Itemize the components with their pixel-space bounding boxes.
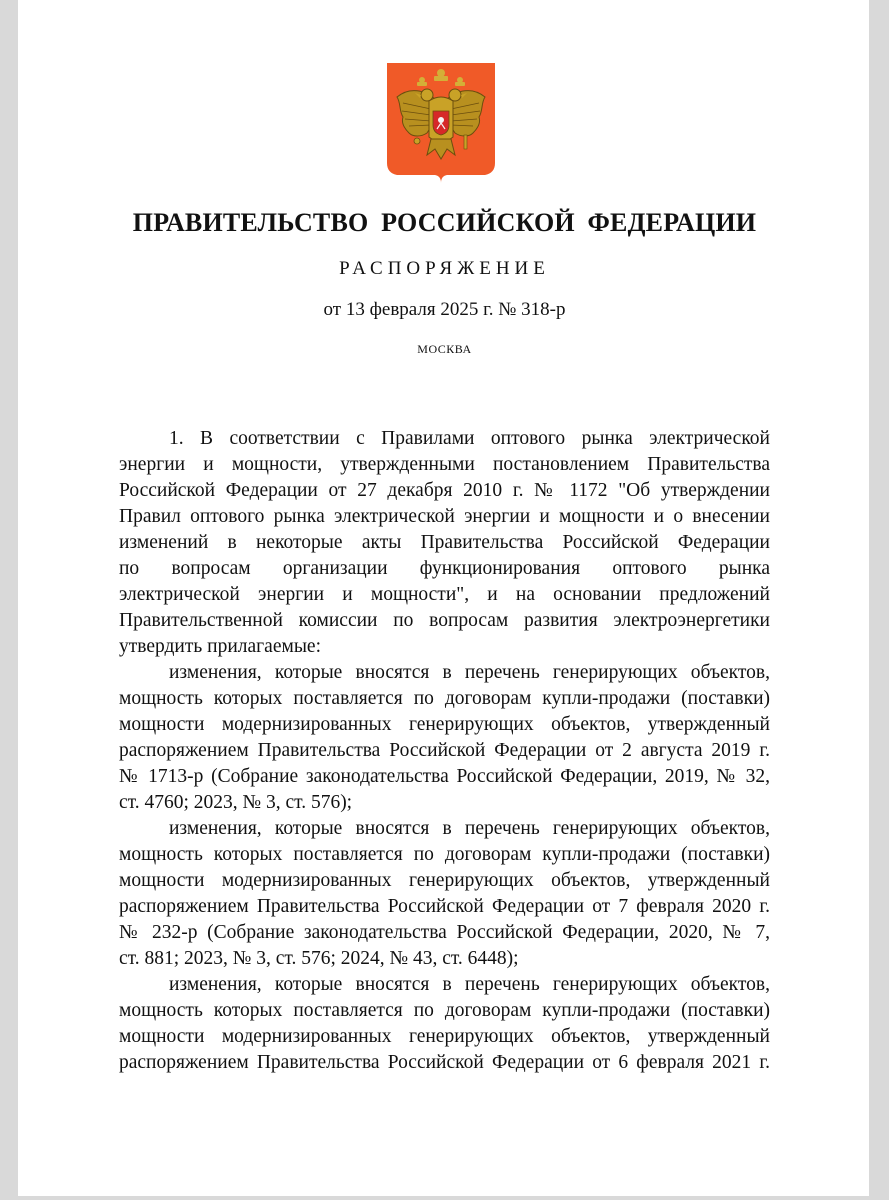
text-line: мощность которых поставляется по договорам купли-продажи (поставки) bbox=[119, 1000, 770, 1021]
document-type: РАСПОРЯЖЕНИЕ bbox=[339, 258, 550, 279]
paragraph-3 bbox=[119, 816, 770, 972]
paragraph-4 bbox=[119, 972, 770, 1076]
text-line: распоряжением Правительства Российской Федерации от 6 февраля 2021 г. bbox=[119, 1052, 770, 1073]
government-title: ПРАВИТЕЛЬСТВО РОССИЙСКОЙ ФЕДЕРАЦИИ bbox=[132, 208, 757, 237]
text-line: распоряжением Правительства Российской Федерации от 7 февраля 2020 г. bbox=[119, 896, 770, 917]
paragraph-2 bbox=[119, 660, 770, 816]
text-line: распоряжением Правительства Российской Федерации от 2 августа 2019 г. bbox=[119, 740, 770, 761]
coat-of-arms-emblem bbox=[387, 63, 495, 183]
text-line: изменений в некоторые акты Правительства Российской Федерации bbox=[119, 532, 770, 553]
text-line: ст. 4760; 2023, № 3, ст. 576); bbox=[119, 792, 353, 813]
text-line: ст. 881; 2023, № 3, ст. 576; 2024, № 43, ст. 6448); bbox=[119, 948, 519, 969]
document-date-number: от 13 февраля 2025 г. № 318-р bbox=[323, 299, 566, 320]
text-line: мощности модернизированных генерирующих объектов, утвержденный bbox=[119, 1026, 770, 1047]
text-line: утвердить прилагаемые: bbox=[119, 636, 321, 657]
document-city: МОСКВА bbox=[417, 342, 472, 356]
text-line: Правил оптового рынка электрической энергии и мощности и о внесении bbox=[119, 506, 770, 527]
text-line: 1. В соответствии с Правилами оптового рынка электрической bbox=[169, 428, 770, 449]
text-line: по вопросам организации функционирования оптового рынка bbox=[119, 558, 770, 579]
text-line: Правительственной комиссии по вопросам развития электроэнергетики bbox=[119, 610, 770, 631]
text-line: изменения, которые вносятся в перечень генерирующих объектов, bbox=[169, 662, 770, 683]
text-line: № 1713-р (Собрание законодательства Российской Федерации, 2019, № 32, bbox=[119, 766, 770, 787]
text-line: изменения, которые вносятся в перечень генерирующих объектов, bbox=[169, 974, 770, 995]
text-line: мощности модернизированных генерирующих объектов, утвержденный bbox=[119, 870, 770, 891]
paragraph-1 bbox=[119, 426, 770, 660]
text-line: энергии и мощности, утвержденными постановлением Правительства bbox=[119, 454, 770, 475]
document-body bbox=[119, 426, 770, 1076]
text-line: Российской Федерации от 27 декабря 2010 г. № 1172 "Об утверждении bbox=[119, 480, 770, 501]
text-line: № 232-р (Собрание законодательства Российской Федерации, 2020, № 7, bbox=[119, 922, 770, 943]
text-line: мощность которых поставляется по договорам купли-продажи (поставки) bbox=[119, 844, 770, 865]
text-line: электрической энергии и мощности", и на основании предложений bbox=[119, 584, 770, 605]
text-line: мощности модернизированных генерирующих объектов, утвержденный bbox=[119, 714, 770, 735]
text-line: мощность которых поставляется по договорам купли-продажи (поставки) bbox=[119, 688, 770, 709]
text-line: изменения, которые вносятся в перечень генерирующих объектов, bbox=[169, 818, 770, 839]
